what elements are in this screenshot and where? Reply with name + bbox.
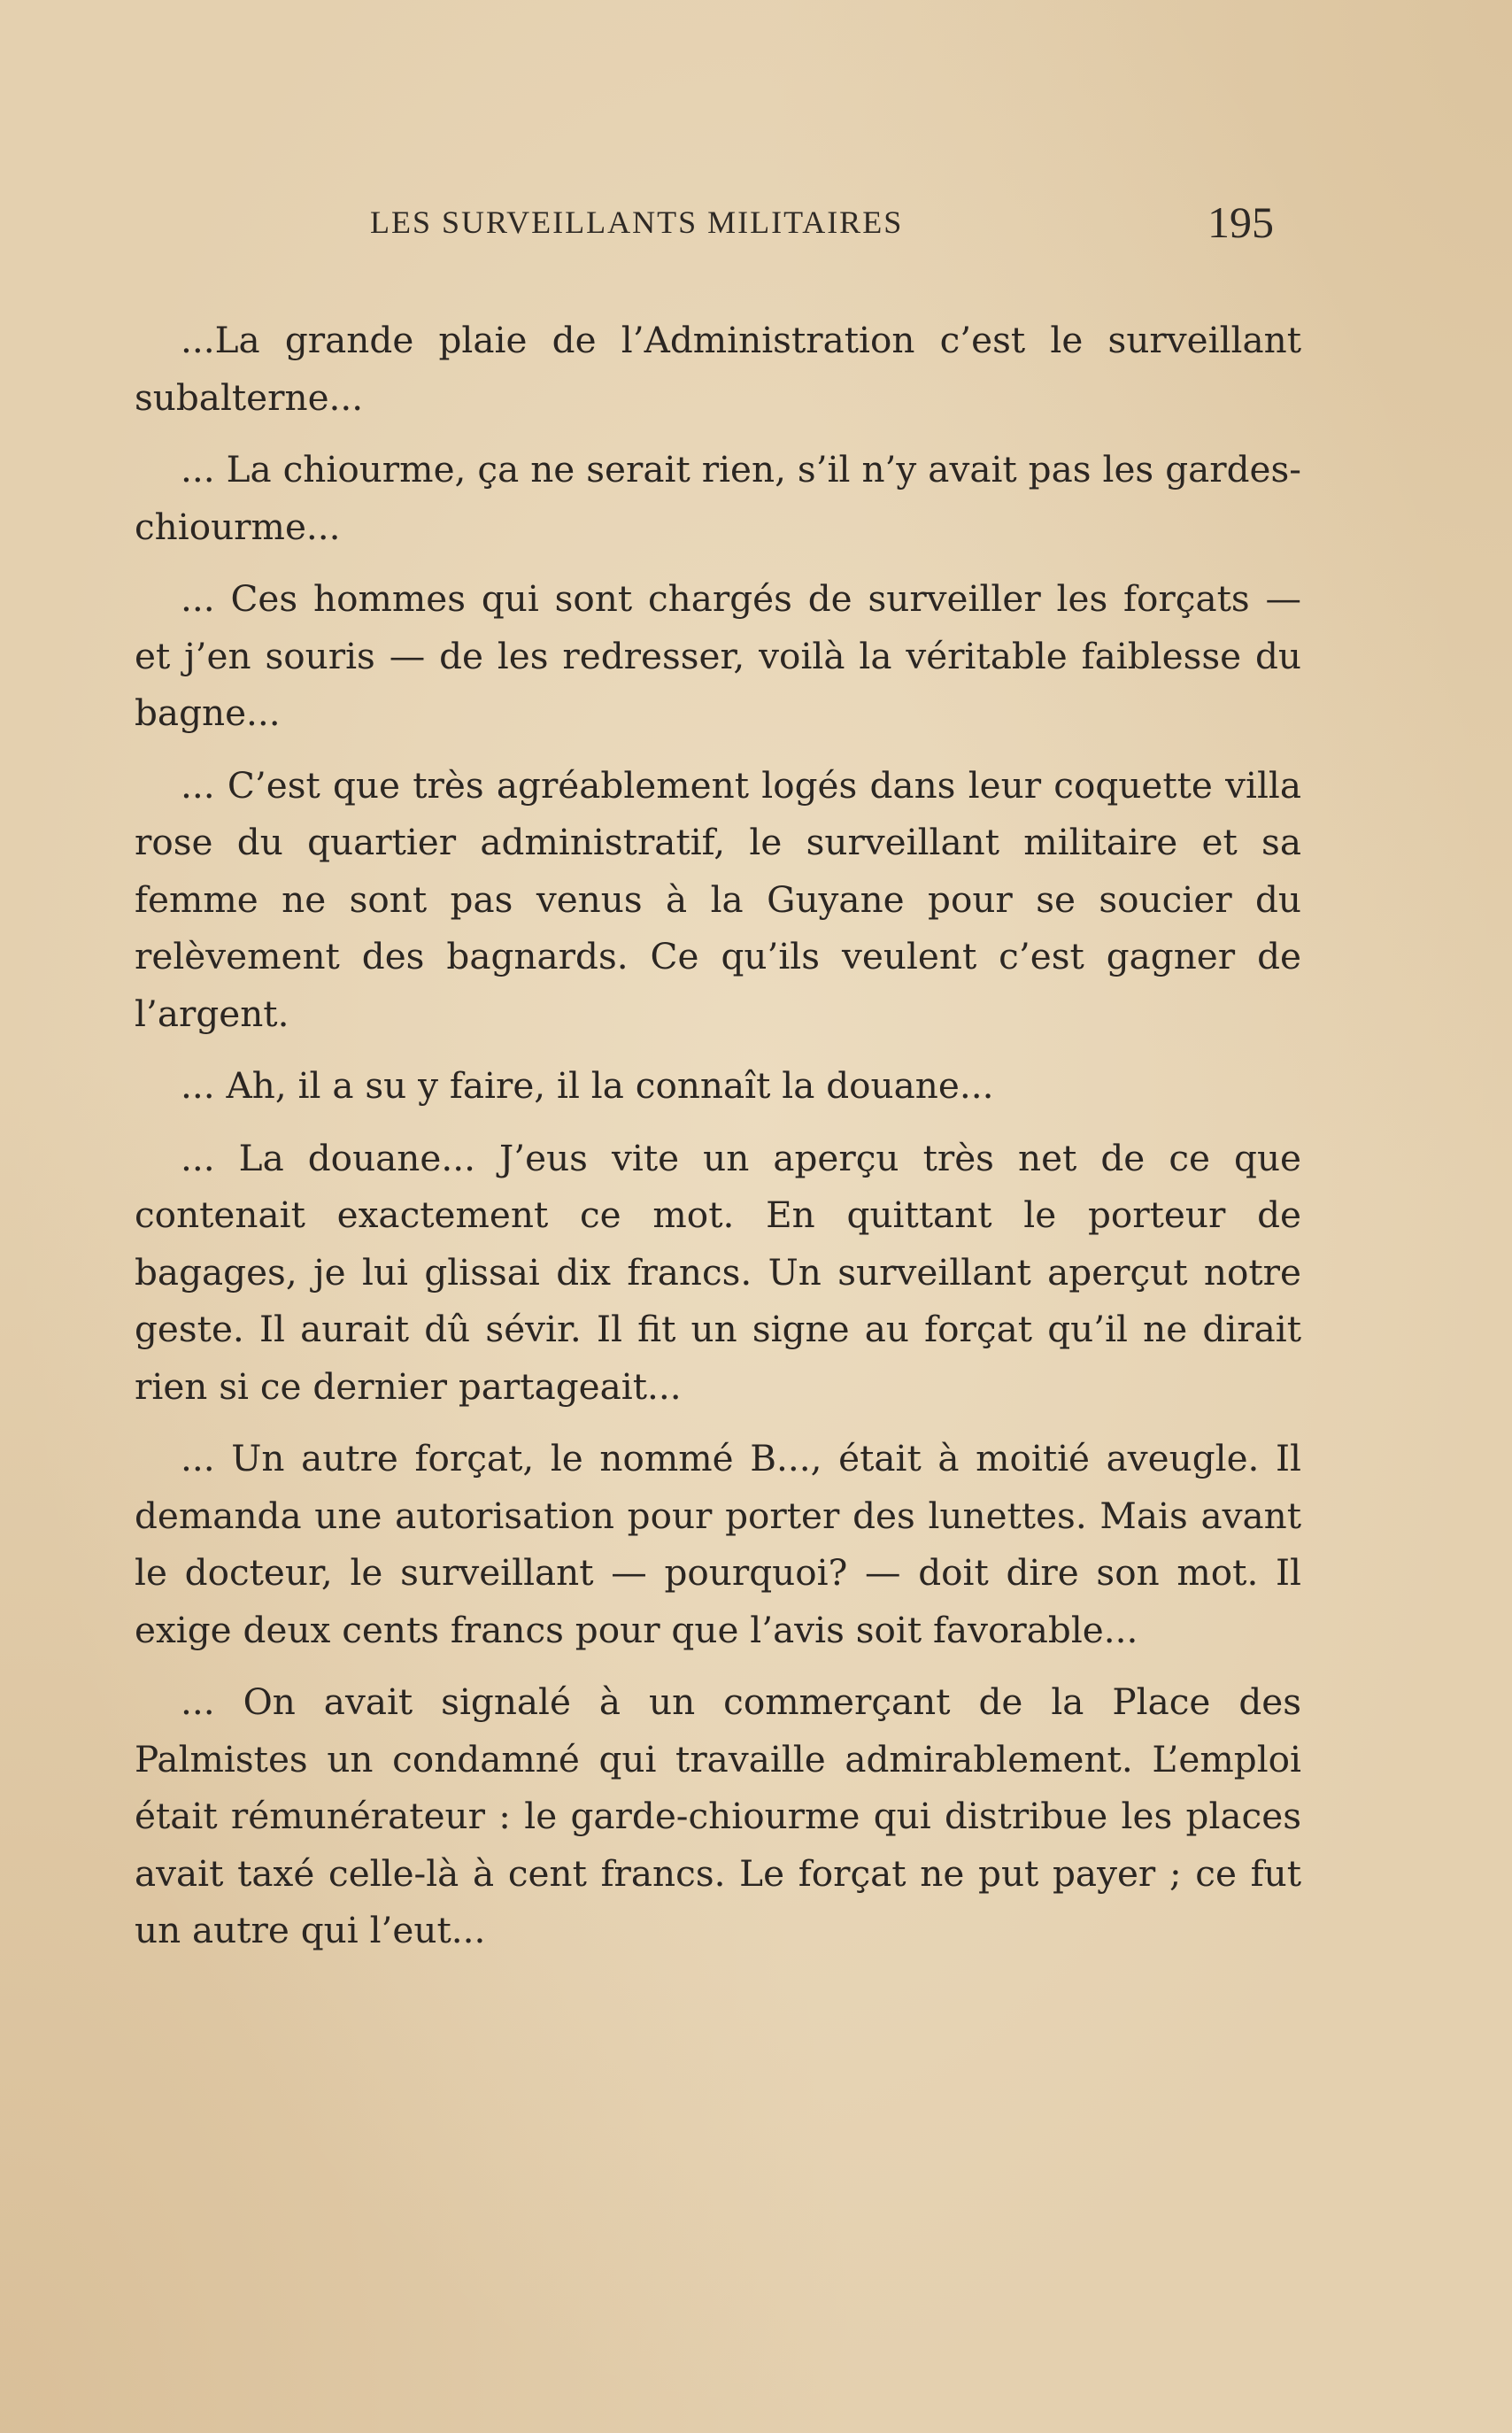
running-title: LES SURVEILLANTS MILITAIRES	[370, 205, 904, 240]
body-text	[135, 312, 1301, 1974]
paragraph: ... C’est que très agréablement logés dans leur coquette villa rose du quartier administratif, le surveillant militaire et sa femme ne sont pas venus à la Guyane pour se soucier du relèvement des bagnards. Ce qu’ils veulent c’est gagner de l’argent.	[135, 763, 1301, 1035]
page-header	[0, 197, 1512, 250]
paragraph: ...La grande plaie de l’Administration c’est le surveillant subalterne...	[135, 319, 1301, 419]
page-number: 195	[1207, 197, 1274, 247]
paragraph: ... Ah, il a su y faire, il la connaît la douane...	[181, 1064, 994, 1107]
paragraph: ... La douane... J’eus vite un aperçu très net de ce que contenait exactement ce mot. En quittant le porteur de bagages, je lui glissai dix francs. Un surveillant aperçut notre geste. Il aurait dû sévir. Il fit un signe au forçat qu’il ne dirait rien si ce dernier partageait...	[135, 1136, 1301, 1408]
paragraph: ... La chiourme, ça ne serait rien, s’il n’y avait pas les gardes-chiourme...	[135, 448, 1301, 548]
paragraph: ... Un autre forçat, le nommé B..., était à moitié aveugle. Il demanda une autorisation pour porter des lunettes. Mais avant le docteur, le surveillant — pourquoi? — doit dire son mot. Il exige deux cents francs pour que l’avis soit favorable...	[135, 1437, 1301, 1651]
paragraph: ... On avait signalé à un commerçant de la Place des Palmistes un condamné qui travaille admirablement. L’emploi était rémunérateur : le garde-chiourme qui distribue les places avait taxé celle-là à cent francs. Le forçat ne put payer ; ce fut un autre qui l’eut...	[135, 1680, 1301, 1951]
paragraph: ... Ces hommes qui sont chargés de surveiller les forçats — et j’en souris — de les redresser, voilà la véritable faiblesse du bagne...	[135, 577, 1301, 734]
